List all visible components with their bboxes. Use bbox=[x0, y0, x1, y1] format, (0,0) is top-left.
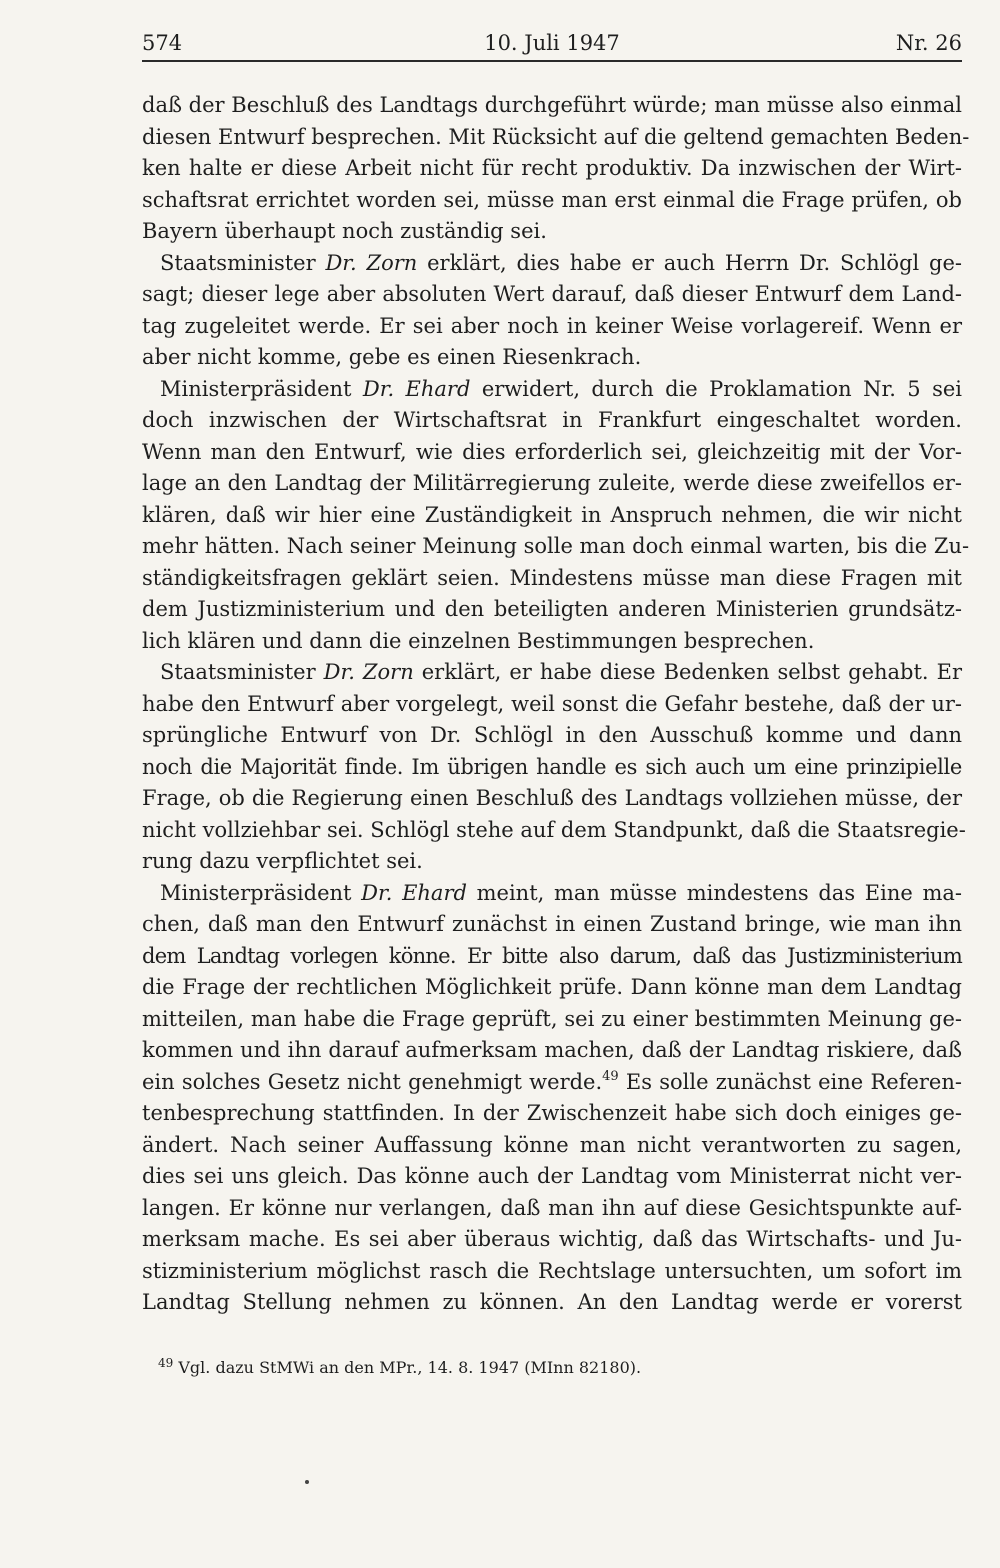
page-number: 574 bbox=[142, 31, 183, 55]
text-line: daß der Beschluß des Landtags durchgeführt würde; man müsse also einmal bbox=[142, 93, 962, 117]
line-text: erklärt, dies habe er auch Herrn Dr. Schlögl ge- bbox=[417, 250, 963, 275]
text-line: ständigkeitsfragen geklärt seien. Mindestens müsse man diese Fragen mit bbox=[142, 565, 962, 590]
text-line: nicht vollziehbar sei. Schlögl stehe auf dem Standpunkt, daß die Staatsregie- bbox=[142, 817, 966, 842]
text-line: sagt; dieser lege aber absoluten Wert darauf, daß dieser Entwurf dem Land- bbox=[142, 282, 962, 306]
text-line: chen, daß man den Entwurf zunächst in einen Zustand bringe, wie man ihn bbox=[142, 912, 962, 936]
text-line: dem Justizministerium und den beteiligten anderen Ministerien grundsätz- bbox=[142, 597, 962, 621]
footnote-reference: 49 bbox=[602, 1068, 619, 1084]
document-number: Nr. 26 bbox=[895, 31, 962, 55]
running-header bbox=[142, 28, 962, 62]
text-line: rung dazu verpflichtet sei. bbox=[142, 849, 423, 873]
speaker-title: Ministerpräsident bbox=[160, 376, 363, 401]
speaker-title: Ministerpräsident bbox=[160, 880, 362, 905]
footnote-marker: 49 bbox=[158, 1356, 174, 1370]
text-line: merksam mache. Es sei aber überaus wichtig, daß das Wirtschafts- und Ju- bbox=[142, 1227, 962, 1251]
line-text: meint, man müsse mindestens das Eine ma- bbox=[466, 880, 962, 905]
footnote-text: Vgl. dazu StMWi an den MPr., 14. 8. 1947 (MInn 82180). bbox=[178, 1358, 642, 1377]
text-line: Wenn man den Entwurf, wie dies erforderlich sei, gleichzeitig mit der Vor- bbox=[142, 439, 962, 464]
speaker-name: Dr. Zorn bbox=[323, 660, 414, 684]
text-line bbox=[142, 878, 962, 910]
text-line bbox=[142, 374, 962, 406]
text-line: ken halte er diese Arbeit nicht für recht produktiv. Da inzwischen der Wirt- bbox=[142, 156, 962, 180]
text-line: dies sei uns gleich. Das könne auch der Landtag vom Ministerrat nicht ver- bbox=[142, 1164, 962, 1188]
text-line bbox=[142, 1067, 962, 1099]
line-text: ein solches Gesetz nicht genehmigt werde. bbox=[142, 1069, 603, 1094]
text-line: schaftsrat errichtet worden sei, müsse man erst einmal die Frage prüfen, ob bbox=[142, 187, 962, 212]
text-line: aber nicht komme, gebe es einen Riesenkrach. bbox=[142, 345, 642, 369]
text-line: stizministerium möglichst rasch die Rechtslage untersuchten, um sofort im bbox=[142, 1258, 962, 1283]
text-line: Frage, ob die Regierung einen Beschluß des Landtags vollziehen müsse, der bbox=[142, 786, 962, 810]
text-line bbox=[142, 248, 962, 280]
text-line: Bayern überhaupt noch zuständig sei. bbox=[142, 219, 547, 243]
text-line: doch inzwischen der Wirtschaftsrat in Frankfurt eingeschaltet worden. bbox=[142, 408, 962, 432]
text-line: klären, daß wir hier eine Zuständigkeit in Anspruch nehmen, die wir nicht bbox=[142, 502, 962, 527]
footnote bbox=[158, 1356, 958, 1380]
text-line: lich klären und dann die einzelnen Bestimmungen besprechen. bbox=[142, 628, 815, 653]
speaker-title: Staatsminister bbox=[160, 660, 324, 684]
text-line: tag zugeleitet werde. Er sei aber noch in keiner Weise vorlagereif. Wenn er bbox=[142, 313, 962, 338]
header-date: 10. Juli 1947 bbox=[484, 31, 620, 55]
speaker-title: Staatsminister bbox=[160, 250, 326, 275]
speaker-name: Dr. Zorn bbox=[325, 250, 418, 275]
text-line: diesen Entwurf besprechen. Mit Rücksicht auf die geltend gemachten Beden- bbox=[142, 124, 970, 149]
text-line bbox=[142, 657, 962, 689]
line-text: Es solle zunächst eine Referen- bbox=[618, 1069, 962, 1094]
speaker-name: Dr. Ehard bbox=[361, 880, 467, 905]
line-text: erklärt, er habe diese Bedenken selbst gehabt. Er bbox=[413, 660, 962, 684]
text-line: kommen und ihn darauf aufmerksam machen, daß der Landtag riskiere, daß bbox=[142, 1038, 962, 1062]
text-line: dem Landtag vorlegen könne. Er bitte also darum, daß das Justizministerium bbox=[142, 943, 962, 968]
text-line: noch die Majorität finde. Im übrigen handle es sich auch um eine prinzipielle bbox=[142, 754, 962, 779]
text-line: ändert. Nach seiner Auffassung könne man nicht verantworten zu sagen, bbox=[142, 1132, 962, 1157]
text-line: lage an den Landtag der Militärregierung zuleite, werde diese zweifellos er- bbox=[142, 471, 962, 495]
text-line: Landtag Stellung nehmen zu können. An den Landtag werde er vorerst bbox=[142, 1290, 962, 1314]
text-line: sprüngliche Entwurf von Dr. Schlögl in den Ausschuß komme und dann bbox=[142, 723, 962, 747]
text-line: mehr hätten. Nach seiner Meinung solle man doch einmal warten, bis die Zu- bbox=[142, 534, 970, 558]
text-line: tenbesprechung stattfinden. In der Zwischenzeit habe sich doch einiges ge- bbox=[142, 1101, 962, 1125]
text-line: mitteilen, man habe die Frage geprüft, sei zu einer bestimmten Meinung ge- bbox=[142, 1006, 962, 1031]
text-line: langen. Er könne nur verlangen, daß man ihn auf diese Gesichtspunkte auf- bbox=[142, 1195, 962, 1220]
speaker-name: Dr. Ehard bbox=[362, 376, 471, 401]
line-text: erwidert, durch die Proklamation Nr. 5 sei bbox=[470, 376, 962, 401]
body-text bbox=[142, 90, 970, 1319]
text-line: habe den Entwurf aber vorgelegt, weil sonst die Gefahr bestehe, daß der ur- bbox=[142, 691, 962, 716]
scan-speck bbox=[305, 1480, 309, 1484]
text-line: die Frage der rechtlichen Möglichkeit prüfe. Dann könne man dem Landtag bbox=[142, 975, 962, 999]
